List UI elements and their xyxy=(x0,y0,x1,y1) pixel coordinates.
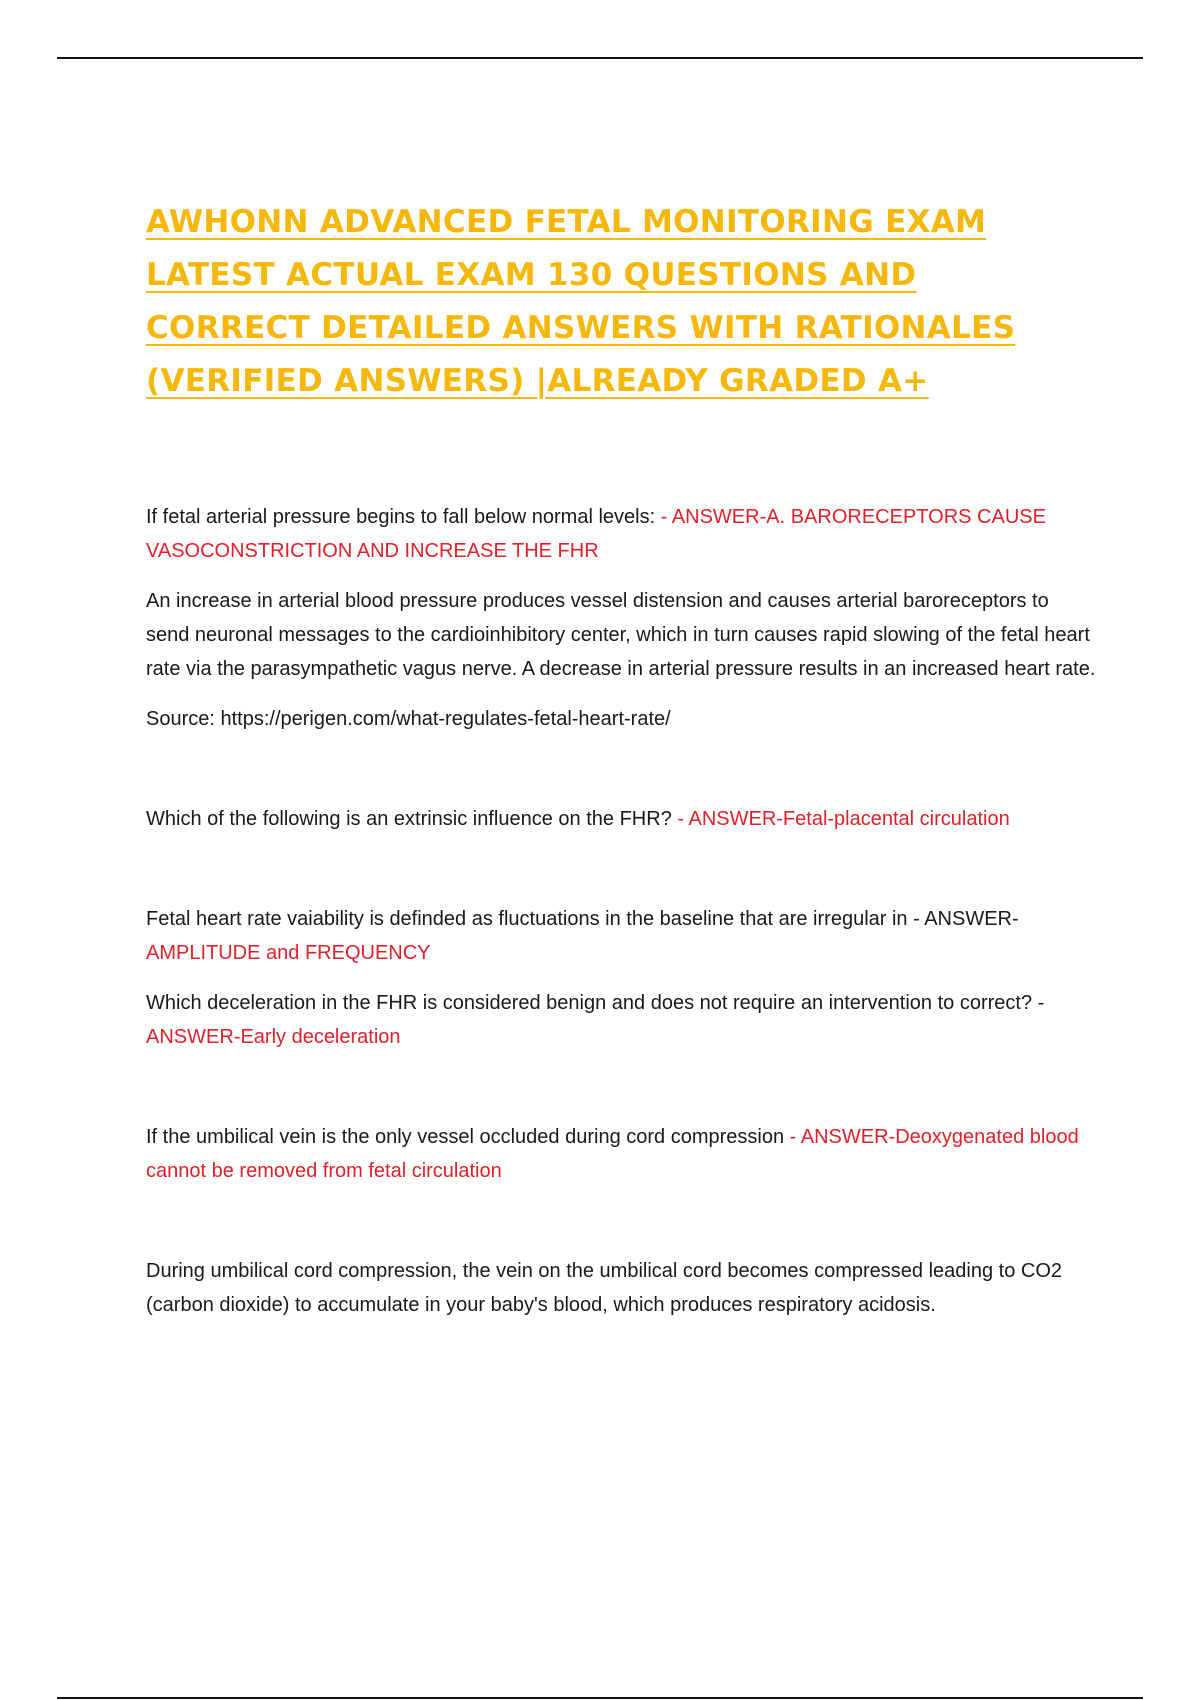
bottom-rule xyxy=(57,1697,1143,1699)
title-line-2: LATEST ACTUAL EXAM 130 QUESTIONS AND xyxy=(146,257,917,293)
qa-item-5 xyxy=(146,1120,1096,1188)
title-line-3: CORRECT DETAILED ANSWERS WITH RATIONALES xyxy=(146,310,1016,346)
question-text: Fetal heart rate vaiability is definded as fluctuations in the baseline that are irregular in - ANSWER- xyxy=(146,908,1019,930)
answer-text: AMPLITUDE and FREQUENCY xyxy=(146,942,431,964)
question-text: If the umbilical vein is the only vessel occluded during cord compression xyxy=(146,1126,790,1148)
question-text: Which of the following is an extrinsic influence on the FHR? xyxy=(146,808,678,830)
answer-text: - ANSWER-Fetal-placental circulation xyxy=(677,808,1010,830)
page-content xyxy=(146,196,1096,1322)
question-text: If fetal arterial pressure begins to fall below normal levels: xyxy=(146,506,661,528)
qa-item-3 xyxy=(146,902,1096,970)
title-line-1: AWHONN ADVANCED FETAL MONITORING EXAM xyxy=(146,204,987,240)
answer-text: - ANSWER-Deoxygenated blood cannot be removed from fetal circulation xyxy=(146,1126,1079,1182)
document-title xyxy=(146,196,1096,408)
answer-text: - ANSWER-A. BARORECEPTORS CAUSE VASOCONSTRICTION AND INCREASE THE FHR xyxy=(146,506,1046,562)
qa-item-4 xyxy=(146,986,1096,1054)
source-line: Source: https://perigen.com/what-regulates-fetal-heart-rate/ xyxy=(146,708,671,730)
qa-item-2 xyxy=(146,802,1096,836)
rationale-1: An increase in arterial blood pressure produces vessel distension and causes arterial baroreceptors to send neuronal messages to the cardioinhibitory center, which in turn causes rapid slowing of the fetal heart rate via the parasympathetic vagus nerve. A decrease in arterial pressure results in an increased heart rate. xyxy=(146,590,1096,680)
top-rule xyxy=(57,57,1143,59)
rationale-2: During umbilical cord compression, the vein on the umbilical cord becomes compressed leading to CO2 (carbon dioxide) to accumulate in your baby's blood, which produces respiratory acidosis. xyxy=(146,1260,1062,1316)
answer-text: ANSWER-Early deceleration xyxy=(146,1026,401,1048)
question-text: Which deceleration in the FHR is considered benign and does not require an intervention to correct? - xyxy=(146,992,1045,1014)
qa-item-1 xyxy=(146,500,1096,568)
title-line-4: (VERIFIED ANSWERS) |ALREADY GRADED A+ xyxy=(146,363,929,399)
